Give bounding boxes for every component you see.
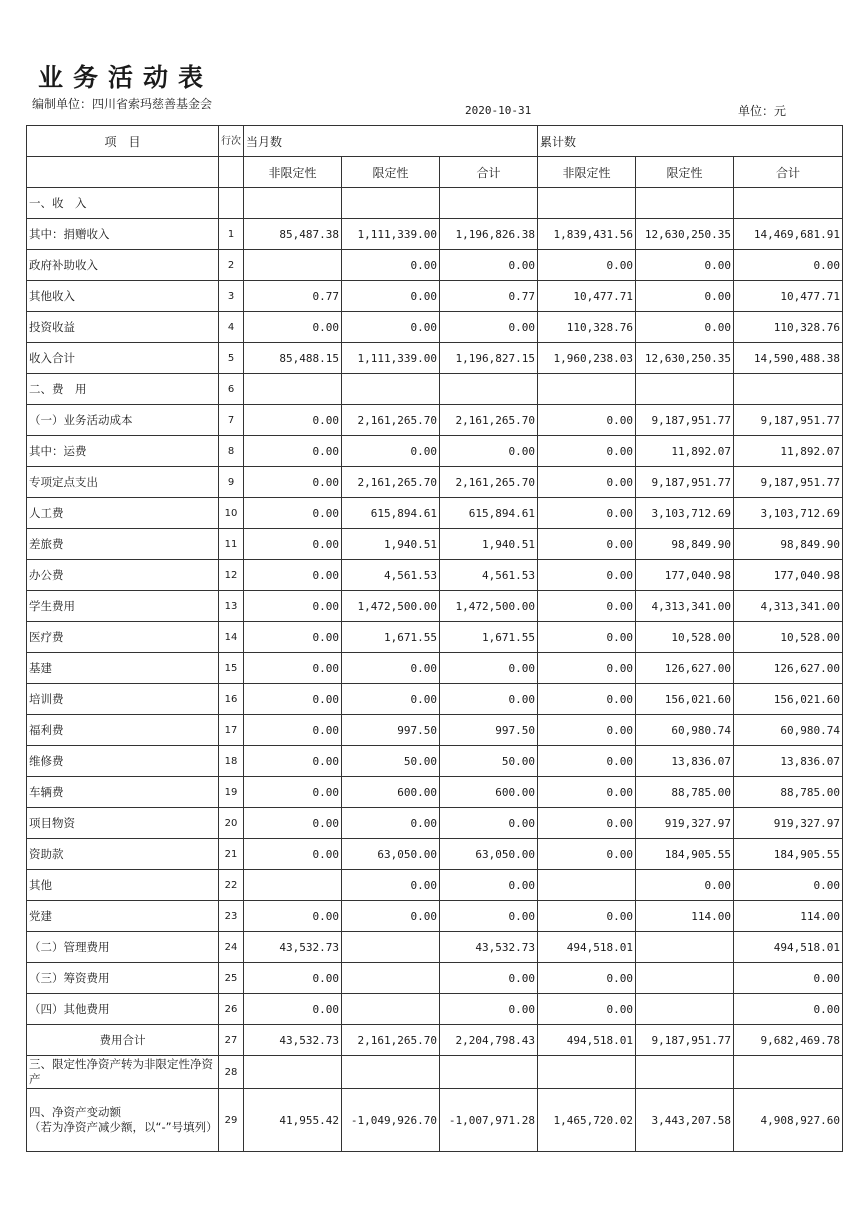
- value-cell: 114.00: [734, 901, 843, 932]
- activity-table: [26, 125, 843, 1152]
- value-cell: 600.00: [440, 777, 538, 808]
- value-cell: 0.00: [538, 405, 636, 436]
- row-label: 投资收益: [27, 312, 219, 343]
- value-cell: 60,980.74: [636, 715, 734, 746]
- value-cell: 0.00: [244, 715, 342, 746]
- value-cell: 126,627.00: [734, 653, 843, 684]
- table-row: [27, 343, 843, 374]
- value-cell: [636, 932, 734, 963]
- value-cell: 10,528.00: [636, 622, 734, 653]
- table-row: [27, 715, 843, 746]
- value-cell: 0.00: [538, 250, 636, 281]
- row-line-number: 22: [219, 870, 244, 901]
- value-cell: 9,682,469.78: [734, 1025, 843, 1056]
- row-label: 一、收 入: [27, 188, 219, 219]
- value-cell: 10,477.71: [734, 281, 843, 312]
- value-cell: 0.00: [538, 591, 636, 622]
- value-cell: 88,785.00: [734, 777, 843, 808]
- row-line-number: 4: [219, 312, 244, 343]
- row-line-number: 20: [219, 808, 244, 839]
- table-row: [27, 281, 843, 312]
- value-cell: [440, 374, 538, 405]
- value-cell: 41,955.42: [244, 1089, 342, 1152]
- header-blank: [219, 157, 244, 188]
- row-label: 项目物资: [27, 808, 219, 839]
- value-cell: 156,021.60: [636, 684, 734, 715]
- row-label: 其中：捐赠收入: [27, 219, 219, 250]
- value-cell: 0.00: [636, 250, 734, 281]
- value-cell: [440, 188, 538, 219]
- row-label: 办公费: [27, 560, 219, 591]
- value-cell: [342, 1056, 440, 1089]
- report-title: 业务活动表: [38, 63, 214, 92]
- row-label: （二）管理费用: [27, 932, 219, 963]
- header-blank: [27, 157, 219, 188]
- value-cell: -1,007,971.28: [440, 1089, 538, 1152]
- value-cell: 13,836.07: [636, 746, 734, 777]
- value-cell: 0.00: [538, 467, 636, 498]
- row-line-number: 18: [219, 746, 244, 777]
- header-cumulative: 累计数: [538, 126, 843, 157]
- value-cell: 85,487.38: [244, 219, 342, 250]
- value-cell: 0.00: [734, 994, 843, 1025]
- value-cell: 126,627.00: [636, 653, 734, 684]
- table-row: [27, 932, 843, 963]
- value-cell: 0.00: [538, 653, 636, 684]
- value-cell: 0.00: [244, 622, 342, 653]
- value-cell: 12,630,250.35: [636, 343, 734, 374]
- row-line-number: 25: [219, 963, 244, 994]
- value-cell: 10,477.71: [538, 281, 636, 312]
- table-row: [27, 901, 843, 932]
- value-cell: 98,849.90: [734, 529, 843, 560]
- value-cell: 14,469,681.91: [734, 219, 843, 250]
- table-row: [27, 1089, 843, 1152]
- row-line-number: 3: [219, 281, 244, 312]
- value-cell: 85,488.15: [244, 343, 342, 374]
- table-row: [27, 994, 843, 1025]
- value-cell: 0.00: [440, 963, 538, 994]
- row-label: 医疗费: [27, 622, 219, 653]
- value-cell: 494,518.01: [538, 932, 636, 963]
- value-cell: 0.00: [636, 870, 734, 901]
- table-row: [27, 746, 843, 777]
- value-cell: 11,892.07: [636, 436, 734, 467]
- value-cell: 0.00: [538, 808, 636, 839]
- row-label: 其中：运费: [27, 436, 219, 467]
- value-cell: 4,313,341.00: [636, 591, 734, 622]
- value-cell: 0.00: [244, 560, 342, 591]
- value-cell: 919,327.97: [636, 808, 734, 839]
- value-cell: [734, 188, 843, 219]
- value-cell: 43,532.73: [244, 1025, 342, 1056]
- row-label: 三、限定性净资产转为非限定性净资产: [27, 1056, 219, 1089]
- value-cell: 0.00: [734, 250, 843, 281]
- value-cell: 0.00: [244, 436, 342, 467]
- row-label: 学生费用: [27, 591, 219, 622]
- value-cell: 98,849.90: [636, 529, 734, 560]
- value-cell: 0.00: [244, 808, 342, 839]
- value-cell: 1,940.51: [440, 529, 538, 560]
- value-cell: 88,785.00: [636, 777, 734, 808]
- value-cell: 110,328.76: [538, 312, 636, 343]
- value-cell: 0.00: [440, 653, 538, 684]
- value-cell: 0.00: [538, 498, 636, 529]
- value-cell: 0.00: [342, 684, 440, 715]
- row-line-number: 21: [219, 839, 244, 870]
- row-label: 费用合计: [27, 1025, 219, 1056]
- value-cell: [440, 1056, 538, 1089]
- value-cell: 3,103,712.69: [734, 498, 843, 529]
- row-line-number: 26: [219, 994, 244, 1025]
- row-label: 车辆费: [27, 777, 219, 808]
- row-line-number: 29: [219, 1089, 244, 1152]
- row-line-number: 13: [219, 591, 244, 622]
- table-row: [27, 1056, 843, 1089]
- row-label: 党建: [27, 901, 219, 932]
- row-line-number: 17: [219, 715, 244, 746]
- value-cell: 9,187,951.77: [636, 1025, 734, 1056]
- value-cell: [636, 994, 734, 1025]
- table-row: [27, 808, 843, 839]
- table-row: [27, 374, 843, 405]
- value-cell: 4,561.53: [342, 560, 440, 591]
- header-current-total: 合计: [440, 157, 538, 188]
- value-cell: 600.00: [342, 777, 440, 808]
- header-row-2: [27, 157, 843, 188]
- row-label: 四、净资产变动额 （若为净资产减少额，以“-”号填列）: [27, 1089, 219, 1152]
- value-cell: -1,049,926.70: [342, 1089, 440, 1152]
- row-line-number: 10: [219, 498, 244, 529]
- row-line-number: 27: [219, 1025, 244, 1056]
- value-cell: 1,940.51: [342, 529, 440, 560]
- value-cell: 1,671.55: [440, 622, 538, 653]
- value-cell: 2,161,265.70: [440, 467, 538, 498]
- value-cell: 2,161,265.70: [440, 405, 538, 436]
- value-cell: 1,196,826.38: [440, 219, 538, 250]
- row-line-number: 19: [219, 777, 244, 808]
- value-cell: 177,040.98: [734, 560, 843, 591]
- value-cell: 43,532.73: [244, 932, 342, 963]
- value-cell: 50.00: [440, 746, 538, 777]
- value-cell: 0.00: [342, 312, 440, 343]
- value-cell: 0.00: [440, 901, 538, 932]
- row-label: 其他: [27, 870, 219, 901]
- value-cell: 10,528.00: [734, 622, 843, 653]
- row-line-number: 5: [219, 343, 244, 374]
- row-label: 政府补助收入: [27, 250, 219, 281]
- row-label: 二、费 用: [27, 374, 219, 405]
- row-label: 维修费: [27, 746, 219, 777]
- value-cell: 0.00: [636, 312, 734, 343]
- value-cell: 1,111,339.00: [342, 219, 440, 250]
- value-cell: [538, 188, 636, 219]
- value-cell: 1,472,500.00: [440, 591, 538, 622]
- table-row: [27, 622, 843, 653]
- value-cell: [734, 374, 843, 405]
- value-cell: [636, 1056, 734, 1089]
- value-cell: 60,980.74: [734, 715, 843, 746]
- table-row: [27, 653, 843, 684]
- value-cell: [244, 870, 342, 901]
- value-cell: 997.50: [440, 715, 538, 746]
- value-cell: 0.00: [440, 684, 538, 715]
- value-cell: 12,630,250.35: [636, 219, 734, 250]
- value-cell: [636, 188, 734, 219]
- value-cell: 0.00: [244, 653, 342, 684]
- row-line-number: 9: [219, 467, 244, 498]
- value-cell: 0.00: [538, 963, 636, 994]
- value-cell: 0.00: [342, 808, 440, 839]
- table-row: [27, 684, 843, 715]
- value-cell: 0.00: [342, 436, 440, 467]
- value-cell: [342, 374, 440, 405]
- value-cell: 0.00: [440, 436, 538, 467]
- row-line-number: 15: [219, 653, 244, 684]
- value-cell: 1,111,339.00: [342, 343, 440, 374]
- value-cell: 184,905.55: [734, 839, 843, 870]
- value-cell: 0.00: [636, 281, 734, 312]
- row-line-number: 23: [219, 901, 244, 932]
- header-current-restricted: 限定性: [342, 157, 440, 188]
- value-cell: 0.00: [244, 529, 342, 560]
- table-row: [27, 529, 843, 560]
- table-row: [27, 250, 843, 281]
- value-cell: 9,187,951.77: [636, 405, 734, 436]
- row-line-number: 8: [219, 436, 244, 467]
- value-cell: 1,960,238.03: [538, 343, 636, 374]
- value-cell: 0.00: [244, 777, 342, 808]
- value-cell: 63,050.00: [342, 839, 440, 870]
- value-cell: 184,905.55: [636, 839, 734, 870]
- row-label: 差旅费: [27, 529, 219, 560]
- value-cell: 0.00: [342, 653, 440, 684]
- value-cell: [342, 188, 440, 219]
- row-line-number: 1: [219, 219, 244, 250]
- header-item: 项 目: [27, 126, 219, 157]
- value-cell: 0.00: [244, 498, 342, 529]
- table-row: [27, 498, 843, 529]
- value-cell: 0.00: [440, 250, 538, 281]
- row-line-number: 14: [219, 622, 244, 653]
- table-row: [27, 405, 843, 436]
- value-cell: 2,161,265.70: [342, 1025, 440, 1056]
- row-line-number: 6: [219, 374, 244, 405]
- value-cell: 0.00: [538, 839, 636, 870]
- header-current: 当月数: [244, 126, 538, 157]
- header-current-unrestricted: 非限定性: [244, 157, 342, 188]
- header-cumulative-restricted: 限定性: [636, 157, 734, 188]
- value-cell: [342, 994, 440, 1025]
- value-cell: 0.00: [244, 591, 342, 622]
- value-cell: 0.00: [538, 746, 636, 777]
- table-row: [27, 777, 843, 808]
- value-cell: 0.00: [538, 994, 636, 1025]
- value-cell: [636, 963, 734, 994]
- value-cell: 0.00: [244, 405, 342, 436]
- value-cell: 1,839,431.56: [538, 219, 636, 250]
- row-line-number: 11: [219, 529, 244, 560]
- value-cell: 494,518.01: [538, 1025, 636, 1056]
- org-name: 编制单位：四川省索玛慈善基金会: [32, 97, 213, 111]
- value-cell: 0.00: [440, 994, 538, 1025]
- value-cell: 0.00: [538, 684, 636, 715]
- value-cell: [342, 932, 440, 963]
- value-cell: 0.00: [244, 994, 342, 1025]
- row-line-number: 28: [219, 1056, 244, 1089]
- value-cell: 11,892.07: [734, 436, 843, 467]
- row-line-number: 16: [219, 684, 244, 715]
- value-cell: 0.00: [244, 312, 342, 343]
- value-cell: 0.00: [244, 963, 342, 994]
- table-row: [27, 591, 843, 622]
- currency-unit: 单位：元: [738, 104, 787, 118]
- value-cell: 4,561.53: [440, 560, 538, 591]
- value-cell: 0.00: [342, 250, 440, 281]
- value-cell: [734, 1056, 843, 1089]
- value-cell: 0.00: [734, 870, 843, 901]
- value-cell: 1,671.55: [342, 622, 440, 653]
- value-cell: 0.00: [538, 529, 636, 560]
- value-cell: 110,328.76: [734, 312, 843, 343]
- value-cell: [538, 374, 636, 405]
- value-cell: [636, 374, 734, 405]
- value-cell: 0.00: [244, 901, 342, 932]
- row-label: 福利费: [27, 715, 219, 746]
- table-row: [27, 219, 843, 250]
- value-cell: 177,040.98: [636, 560, 734, 591]
- value-cell: 615,894.61: [440, 498, 538, 529]
- value-cell: 0.00: [734, 963, 843, 994]
- value-cell: 1,472,500.00: [342, 591, 440, 622]
- value-cell: 3,103,712.69: [636, 498, 734, 529]
- value-cell: [538, 870, 636, 901]
- value-cell: 615,894.61: [342, 498, 440, 529]
- value-cell: [342, 963, 440, 994]
- value-cell: [244, 374, 342, 405]
- table-row: [27, 1025, 843, 1056]
- value-cell: 1,465,720.02: [538, 1089, 636, 1152]
- value-cell: 0.00: [244, 746, 342, 777]
- value-cell: 997.50: [342, 715, 440, 746]
- row-label: 收入合计: [27, 343, 219, 374]
- row-line-number: 7: [219, 405, 244, 436]
- row-label: 资助款: [27, 839, 219, 870]
- row-line-number: 2: [219, 250, 244, 281]
- table-row: [27, 560, 843, 591]
- value-cell: 0.00: [244, 467, 342, 498]
- value-cell: 9,187,951.77: [734, 405, 843, 436]
- value-cell: 0.00: [538, 436, 636, 467]
- value-cell: 43,532.73: [440, 932, 538, 963]
- row-label: （一）业务活动成本: [27, 405, 219, 436]
- value-cell: [538, 1056, 636, 1089]
- value-cell: 0.00: [342, 870, 440, 901]
- value-cell: 0.00: [538, 715, 636, 746]
- value-cell: 2,204,798.43: [440, 1025, 538, 1056]
- table-row: [27, 839, 843, 870]
- header-cumulative-unrestricted: 非限定性: [538, 157, 636, 188]
- value-cell: 0.00: [538, 560, 636, 591]
- value-cell: [244, 250, 342, 281]
- header-line: 行次: [219, 126, 244, 157]
- table-row: [27, 312, 843, 343]
- value-cell: 0.77: [440, 281, 538, 312]
- value-cell: 2,161,265.70: [342, 405, 440, 436]
- row-label: 专项定点支出: [27, 467, 219, 498]
- value-cell: 0.00: [440, 808, 538, 839]
- row-line-number: 24: [219, 932, 244, 963]
- table-row: [27, 870, 843, 901]
- table-row: [27, 963, 843, 994]
- value-cell: 919,327.97: [734, 808, 843, 839]
- value-cell: 63,050.00: [440, 839, 538, 870]
- value-cell: 4,313,341.00: [734, 591, 843, 622]
- value-cell: 494,518.01: [734, 932, 843, 963]
- value-cell: 0.00: [538, 777, 636, 808]
- value-cell: 0.00: [342, 901, 440, 932]
- value-cell: 0.00: [440, 312, 538, 343]
- value-cell: 0.00: [244, 839, 342, 870]
- value-cell: 13,836.07: [734, 746, 843, 777]
- value-cell: [244, 188, 342, 219]
- value-cell: 0.00: [342, 281, 440, 312]
- value-cell: [244, 1056, 342, 1089]
- value-cell: 4,908,927.60: [734, 1089, 843, 1152]
- row-line-number: [219, 188, 244, 219]
- row-label: （四）其他费用: [27, 994, 219, 1025]
- row-label: 培训费: [27, 684, 219, 715]
- value-cell: 1,196,827.15: [440, 343, 538, 374]
- value-cell: 9,187,951.77: [734, 467, 843, 498]
- value-cell: 0.00: [538, 622, 636, 653]
- row-label: 其他收入: [27, 281, 219, 312]
- table-row: [27, 467, 843, 498]
- value-cell: 114.00: [636, 901, 734, 932]
- value-cell: 0.00: [244, 684, 342, 715]
- value-cell: 0.00: [440, 870, 538, 901]
- table-row: [27, 188, 843, 219]
- value-cell: 0.77: [244, 281, 342, 312]
- header-cumulative-total: 合计: [734, 157, 843, 188]
- row-line-number: 12: [219, 560, 244, 591]
- value-cell: 0.00: [538, 901, 636, 932]
- value-cell: 9,187,951.77: [636, 467, 734, 498]
- value-cell: 50.00: [342, 746, 440, 777]
- report-date: 2020-10-31: [465, 104, 532, 117]
- value-cell: 2,161,265.70: [342, 467, 440, 498]
- row-label: 基建: [27, 653, 219, 684]
- value-cell: 3,443,207.58: [636, 1089, 734, 1152]
- row-label: 人工费: [27, 498, 219, 529]
- value-cell: 156,021.60: [734, 684, 843, 715]
- header-row-1: [27, 126, 843, 157]
- value-cell: 14,590,488.38: [734, 343, 843, 374]
- table-row: [27, 436, 843, 467]
- row-label: （三）筹资费用: [27, 963, 219, 994]
